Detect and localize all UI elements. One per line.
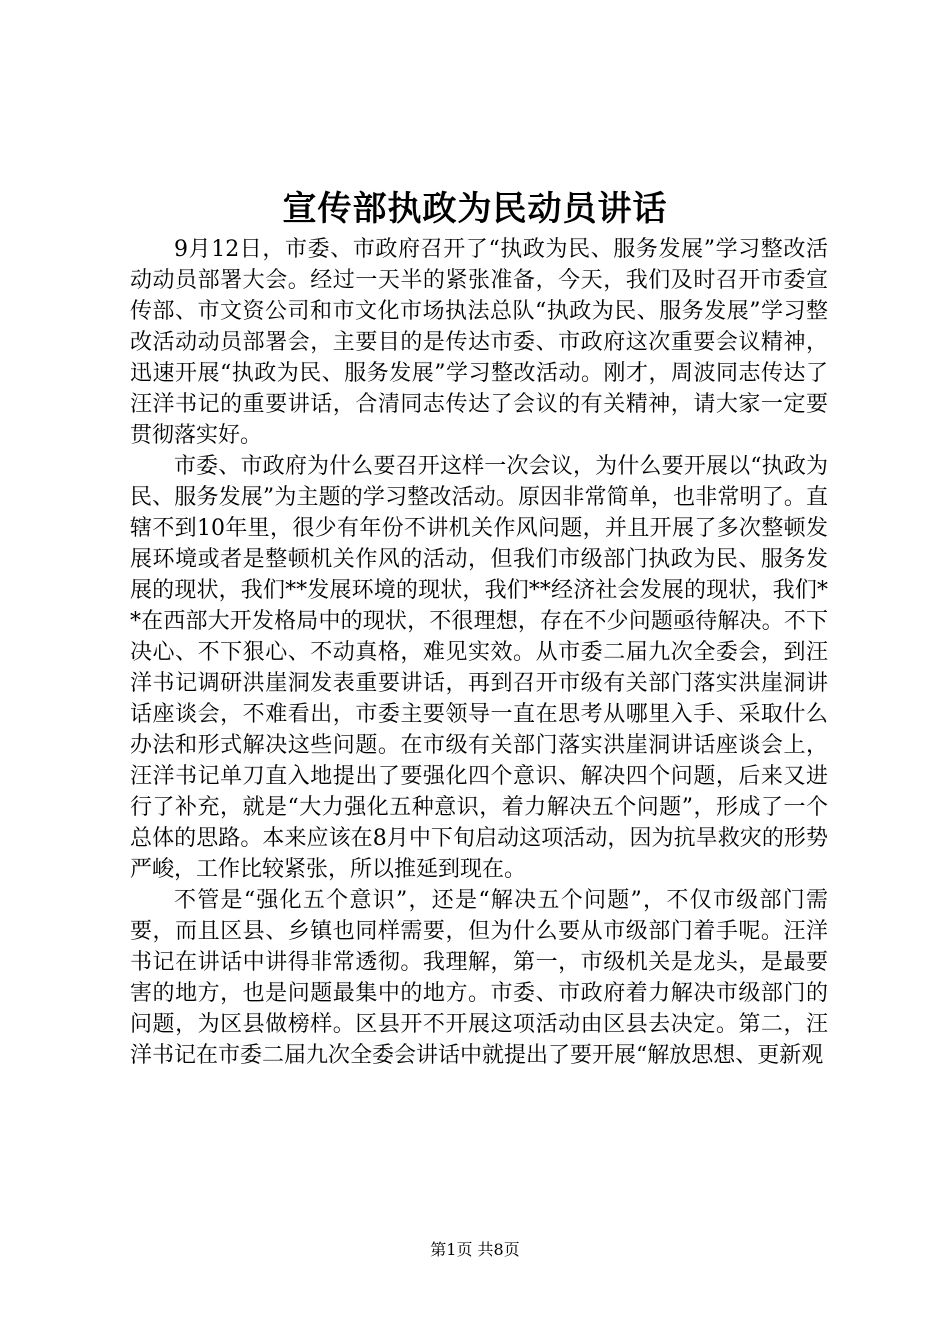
body-paragraph-2: 市委、市政府为什么要召开这样一次会议，为什么要开展以“执政为民、服务发展”为主题的学习整改活动。原因非常简单，也非常明了。直辖不到10年里，很少有年份不讲机关作风问题，并且开展了多次整顿发展环境或者是整顿机关作风的活动，但我们市级部门执政为民、服务发展的现状，我们**发展环境的现状，我们**经济社会发展的现状，我们**在西部大开发格局中的现状，不很理想，存在不少问题亟待解决。不下决心、不下狠心、不动真格，难见实效。从市委二届九次全委会，到汪洋书记调研洪崖洞发表重要讲话，再到召开市级有关部门落实洪崖洞讲话座谈会，不难看出，市委主要领导一直在思考从哪里入手、采取什么办法和形式解决这些问题。在市级有关部门落实洪崖洞讲话座谈会上，汪洋书记单刀直入地提出了要强化四个意识、解决四个问题，后来又进行了补充，就是“大力强化五种意识，着力解决五个问题”，形成了一个总体的思路。本来应该在8月中下旬启动这项活动，因为抗旱救灾的形势严峻，工作比较紧张，所以推延到现在。 (130, 454, 828, 882)
body-paragraph-1: 9月12日，市委、市政府召开了“执政为民、服务发展”学习整改活动动员部署大会。经过一天半的紧张准备，今天，我们及时召开市委宣传部、市文资公司和市文化市场执法总队“执政为民、服务发展”学习整改活动动员部署会，主要目的是传达市委、市政府这次重要会议精神，迅速开展“执政为民、服务发展”学习整改活动。刚才，周波同志传达了汪洋书记的重要讲话，合清同志传达了会议的有关精神，请大家一定要贯彻落实好。 (130, 237, 828, 448)
document-title: 宣传部执政为民动员讲话 (282, 189, 668, 229)
body-paragraph-3: 不管是“强化五个意识”，还是“解决五个问题”，不仅市级部门需要，而且区县、乡镇也同样需要，但为什么要从市级部门着手呢。汪洋书记在讲话中讲得非常透彻。我理解，第一，市级机关是龙头，是最要害的地方，也是问题最集中的地方。市委、市政府着力解决市级部门的问题，为区县做榜样。区县开不开展这项活动由区县去决定。第二，汪洋书记在市委二届九次全委会讲话中就提出了要开展“解放思想、更新观 (130, 888, 828, 1068)
page-footer: 第1页 共8页 (430, 1240, 520, 1259)
document-body (130, 234, 828, 1071)
